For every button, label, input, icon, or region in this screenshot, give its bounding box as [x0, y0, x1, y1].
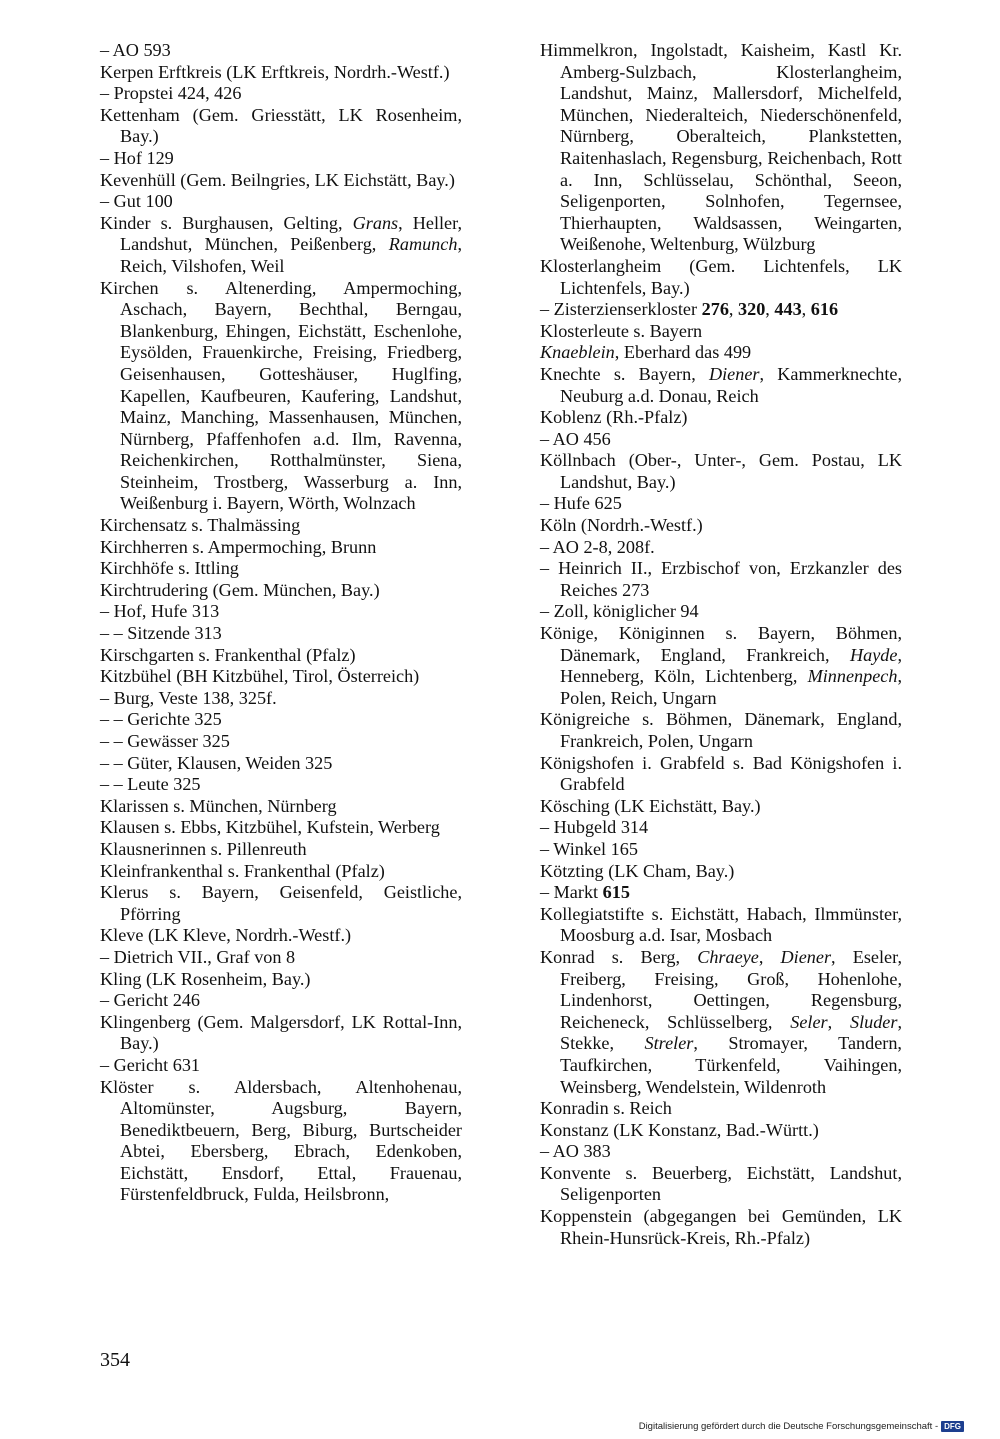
index-entry: Kötzting (LK Cham, Bay.) — [540, 860, 735, 881]
index-entry: – AO 383 — [540, 1141, 611, 1162]
index-entry: Klausnerinnen s. Pillenreuth — [100, 838, 307, 859]
index-entry: – Hufe 625 — [540, 493, 622, 514]
index-entry: Könige, Königinnen s. Bayern, Böhmen, Dänemark, England, Frankreich, Hayde, Henneberg, Köln, Lichtenberg, Minnenpech, Polen, Reich, Ungarn — [540, 623, 902, 708]
index-entry: – – Leute 325 — [100, 774, 201, 795]
index-column-left — [100, 40, 462, 1206]
dfg-logo: DFG — [941, 1421, 964, 1432]
index-entry: – Hof, Hufe 313 — [100, 601, 220, 622]
index-entry: – Gut 100 — [100, 191, 173, 212]
footer-text: Digitalisierung gefördert durch die Deutsche Forschungsgemeinschaft - — [638, 1421, 939, 1432]
index-entry: Kling (LK Rosenheim, Bay.) — [100, 968, 311, 989]
index-entry: – – Gerichte 325 — [100, 709, 222, 730]
footer — [639, 1421, 964, 1432]
index-entry: Kösching (LK Eichstätt, Bay.) — [540, 795, 761, 816]
index-entry: Konstanz (LK Konstanz, Bad.-Württ.) — [540, 1119, 819, 1140]
index-entry: Kleve (LK Kleve, Nordrh.-Westf.) — [100, 925, 352, 946]
index-entry: – Hof 129 — [100, 147, 174, 168]
index-entry: Kevenhüll (Gem. Beilngries, LK Eichstätt, Bay.) — [100, 169, 455, 190]
index-entry: Klosterleute s. Bayern — [540, 320, 703, 341]
page-number: 354 — [100, 1349, 130, 1371]
index-entry: Konradin s. Reich — [540, 1098, 672, 1119]
index-entry: – Heinrich II., Erzbischof von, Erzkanzler des Reiches 273 — [540, 558, 902, 600]
index-entry: – AO 456 — [540, 428, 611, 449]
index-entry: Koppenstein (abgegangen bei Gemünden, LK Rhein-Hunsrück-Kreis, Rh.-Pfalz) — [540, 1206, 902, 1248]
index-entry: – Gericht 246 — [100, 990, 201, 1011]
index-entry: – Zoll, königlicher 94 — [540, 601, 699, 622]
index-entry: Himmelkron, Ingolstadt, Kaisheim, Kastl Kr. Amberg-Sulzbach, Klosterlangheim, Landshut, Mainz, Mallersdorf, Michelfeld, München, Niederalteich, Niederschönenfeld, Nürnberg, Oberalteich, Plankstetten, Raitenhaslach, Regensburg, Reichenbach, Rott a. Inn, Schlüsselau, Schönthal, Seeon, Seligenporten, Solnhofen, Tegernsee, Thierhaupten, Waldsassen, Weingarten, Weißenohe, Weltenburg, Wülzburg — [540, 40, 902, 255]
index-entry: Klarissen s. München, Nürnberg — [100, 795, 337, 816]
index-entry: – Burg, Veste 138, 325f. — [100, 687, 277, 708]
index-entry: Kitzbühel (BH Kitzbühel, Tirol, Österreich) — [100, 666, 420, 687]
index-entry: Konvente s. Beuerberg, Eichstätt, Landshut, Seligenporten — [540, 1162, 902, 1205]
index-entry: – Zisterzienserkloster 276, 320, 443, 616 — [540, 299, 839, 320]
index-entry: Köllnbach (Ober-, Unter-, Gem. Postau, LK Landshut, Bay.) — [540, 450, 902, 492]
index-entry: – Dietrich VII., Graf von 8 — [100, 946, 296, 967]
index-entry: Kerpen Erftkreis (LK Erftkreis, Nordrh.-Westf.) — [100, 61, 450, 82]
index-entry: – Winkel 165 — [540, 838, 638, 859]
index-column-right — [540, 40, 902, 1249]
index-entry: Klerus s. Bayern, Geisenfeld, Geistliche, Pförring — [100, 882, 462, 924]
index-entry: Klöster s. Aldersbach, Altenhohenau, Altomünster, Augsburg, Bayern, Benediktbeuern, Berg, Biburg, Burtscheider Abtei, Ebersberg, Ebrach, Edenkoben, Eichstätt, Ensdorf, Ettal, Frauenau, Fürstenfeldbruck, Fulda, Heilsbronn, — [100, 1076, 462, 1205]
index-entry: Knechte s. Bayern, Diener, Kammerknechte, Neuburg a.d. Donau, Reich — [540, 363, 902, 406]
index-entry: – Propstei 424, 426 — [100, 83, 242, 104]
index-entry: Kollegiatstifte s. Eichstätt, Habach, Ilmmünster, Moosburg a.d. Isar, Mosbach — [540, 903, 902, 946]
index-entry: – AO 593 — [100, 40, 171, 60]
index-entry: Kirchtrudering (Gem. München, Bay.) — [100, 579, 380, 600]
index-entry: Kettenham (Gem. Griesstätt, LK Rosenheim, Bay.) — [100, 104, 462, 147]
index-entry: Konrad s. Berg, Chraeye, Diener, Eseler, Freiberg, Freising, Groß, Hohenlohe, Lindenhorst, Oettingen, Regensburg, Reicheneck, Schlüsselberg, Seler, Sluder, Stekke, Streler, Stromayer, Tandern, Taufkirchen, Türkenfeld, Vaihingen, Weinsberg, Wendelstein, Wildenroth — [540, 946, 903, 1097]
index-entry: Klausen s. Ebbs, Kitzbühel, Kufstein, Werberg — [100, 817, 440, 838]
index-entry: – Gericht 631 — [100, 1054, 201, 1075]
index-entry: Knaeblein, Eberhard das 499 — [540, 342, 752, 363]
index-entry: Koblenz (Rh.-Pfalz) — [540, 407, 688, 428]
index-entry: Königshofen i. Grabfeld s. Bad Königshofen i. Grabfeld — [540, 752, 902, 795]
index-entry: Kleinfrankenthal s. Frankenthal (Pfalz) — [100, 860, 385, 881]
index-entry: – Markt 615 — [540, 882, 630, 903]
index-entry: Königreiche s. Böhmen, Dänemark, England, Frankreich, Polen, Ungarn — [540, 709, 902, 751]
index-entry: Klingenberg (Gem. Malgersdorf, LK Rottal-Inn, Bay.) — [100, 1011, 462, 1054]
index-entry: – AO 2-8, 208f. — [540, 536, 655, 557]
index-entry: Kinder s. Burghausen, Gelting, Grans, Heller, Landshut, München, Peißenberg, Ramunch, Reich, Vilshofen, Weil — [100, 212, 463, 276]
index-entry: – – Güter, Klausen, Weiden 325 — [100, 752, 333, 773]
index-entry: – Hubgeld 314 — [540, 817, 649, 838]
index-entry: Klosterlangheim (Gem. Lichtenfels, LK Lichtenfels, Bay.) — [540, 255, 902, 298]
index-entry: Köln (Nordrh.-Westf.) — [540, 515, 703, 536]
index-entry: Kirschgarten s. Frankenthal (Pfalz) — [100, 644, 356, 665]
index-entry: Kirchen s. Altenerding, Ampermoching, Aschach, Bayern, Bechthal, Berngau, Blankenburg, Ehingen, Eichstätt, Eschenlohe, Eysölden, Frauenkirche, Freising, Friedberg, Geisenhausen, Gotteshäuser, Huglfing, Kapellen, Kaufbeuren, Kaufering, Landshut, Mainz, Manching, Massenhausen, München, Nürnberg, Pfaffenhofen a.d. Ilm, Ravenna, Reichenkirchen, Rotthalmünster, Siena, Steinheim, Trostberg, Wasserburg a. Inn, Weißenburg i. Bayern, Wörth, Wolnzach — [100, 277, 462, 514]
index-entry: Kirchensatz s. Thalmässing — [100, 515, 301, 536]
index-entry: Kirchhöfe s. Ittling — [100, 558, 239, 579]
index-entry: Kirchherren s. Ampermoching, Brunn — [100, 536, 377, 557]
index-entry: – – Gewässer 325 — [100, 731, 230, 751]
index-entry: – – Sitzende 313 — [100, 623, 222, 644]
